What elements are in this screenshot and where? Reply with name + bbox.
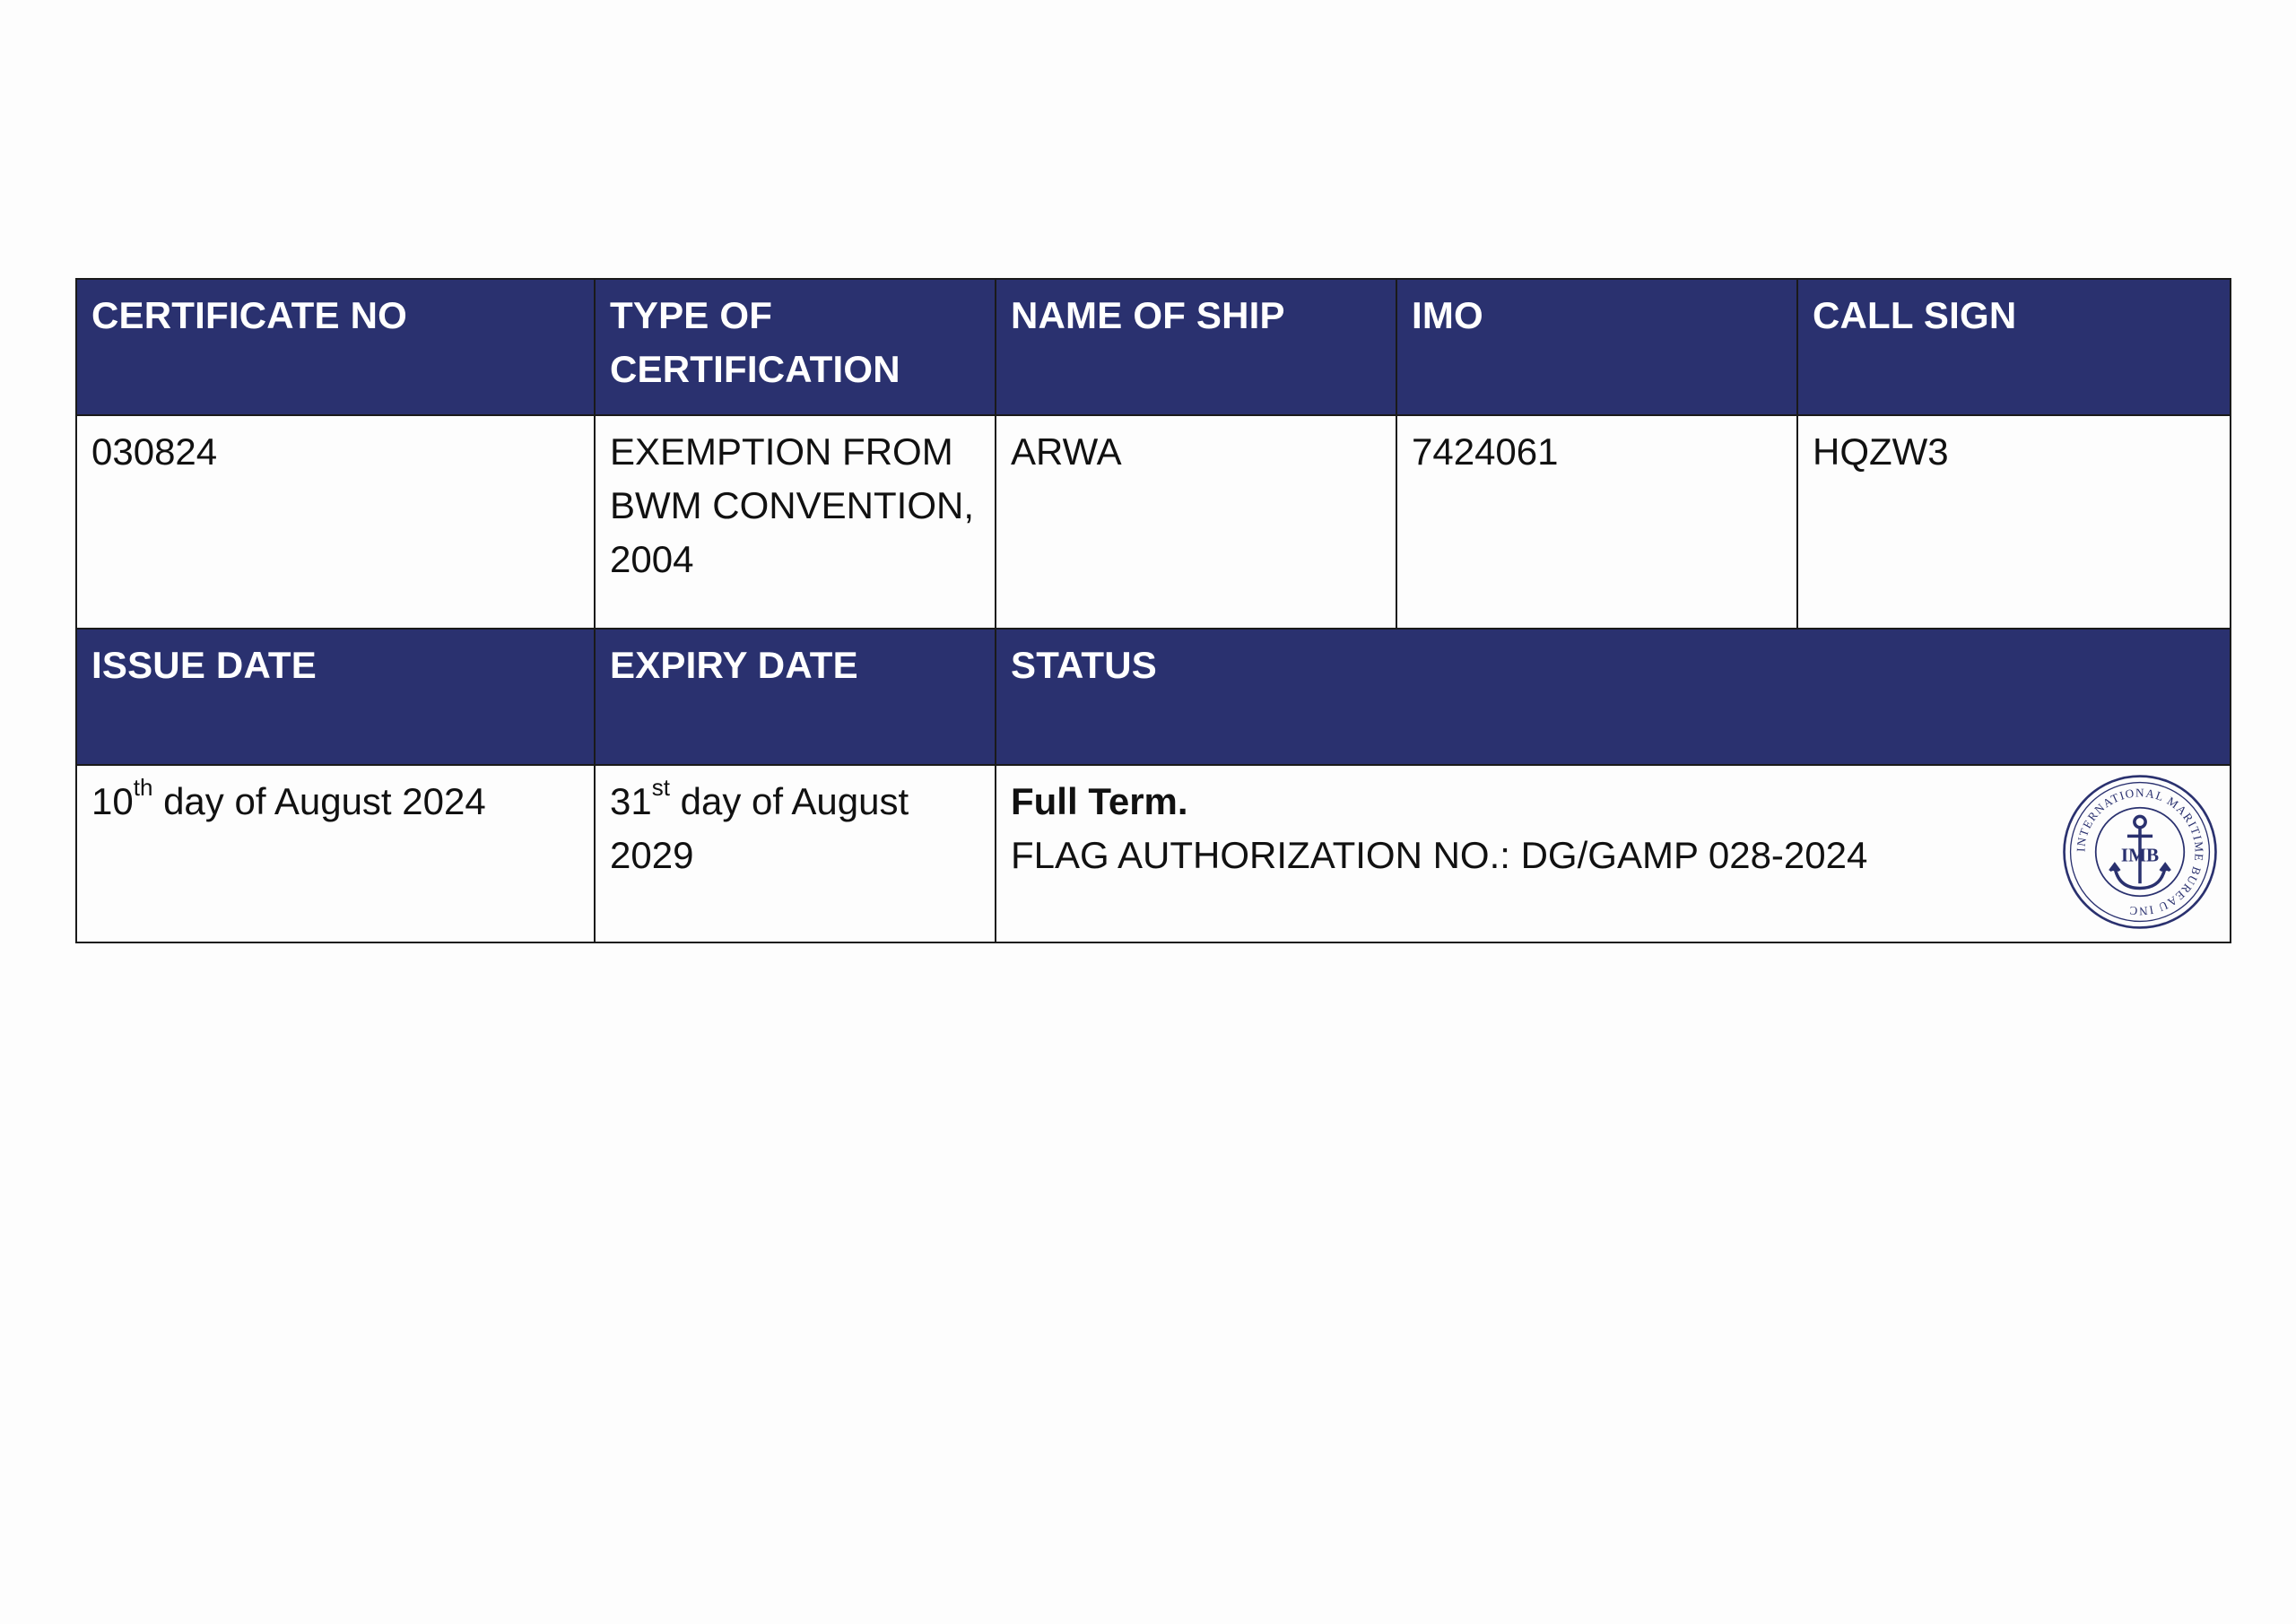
header-expiry-date: EXPIRY DATE	[595, 629, 996, 765]
header-name-of-ship: NAME OF SHIP	[996, 279, 1396, 415]
imb-seal-stamp	[2061, 773, 2219, 931]
header-imo: IMO	[1396, 279, 1797, 415]
issue-date-rest: day of August 2024	[152, 780, 486, 822]
imo-value: 7424061	[1396, 415, 1797, 629]
expiry-date-rest: day of August 2029	[610, 780, 909, 876]
status-value	[996, 765, 2231, 942]
flag-authorization: FLAG AUTHORIZATION NO.: DG/GAMP 028-2024	[1011, 834, 1868, 876]
header-call-sign: CALL SIGN	[1797, 279, 2231, 415]
expiry-date-value	[595, 765, 996, 942]
header-row-2	[76, 629, 2231, 765]
issue-date-day: 10	[91, 780, 134, 822]
call-sign-value: HQZW3	[1797, 415, 2231, 629]
status-main: Full Term.	[1011, 780, 1188, 822]
certificate-table	[75, 278, 2231, 943]
seal-center-text: IMB	[2120, 844, 2160, 866]
header-row-1	[76, 279, 2231, 415]
values-row-1	[76, 415, 2231, 629]
values-row-2	[76, 765, 2231, 942]
seal-ring-text: INTERNATIONAL MARITIME BUREAU INC	[2074, 786, 2206, 918]
header-certificate-no: CERTIFICATE NO	[76, 279, 595, 415]
header-status: STATUS	[996, 629, 2231, 765]
header-type-of-certification: TYPE OF CERTIFICATION	[595, 279, 996, 415]
certificate-no-value: 030824	[76, 415, 595, 629]
type-of-certification-value: EXEMPTION FROM BWM CONVENTION, 2004	[595, 415, 996, 629]
header-issue-date: ISSUE DATE	[76, 629, 595, 765]
name-of-ship-value: ARWA	[996, 415, 1396, 629]
expiry-date-ordinal: st	[651, 774, 670, 801]
issue-date-value	[76, 765, 595, 942]
expiry-date-day: 31	[610, 780, 652, 822]
issue-date-ordinal: th	[133, 774, 153, 801]
